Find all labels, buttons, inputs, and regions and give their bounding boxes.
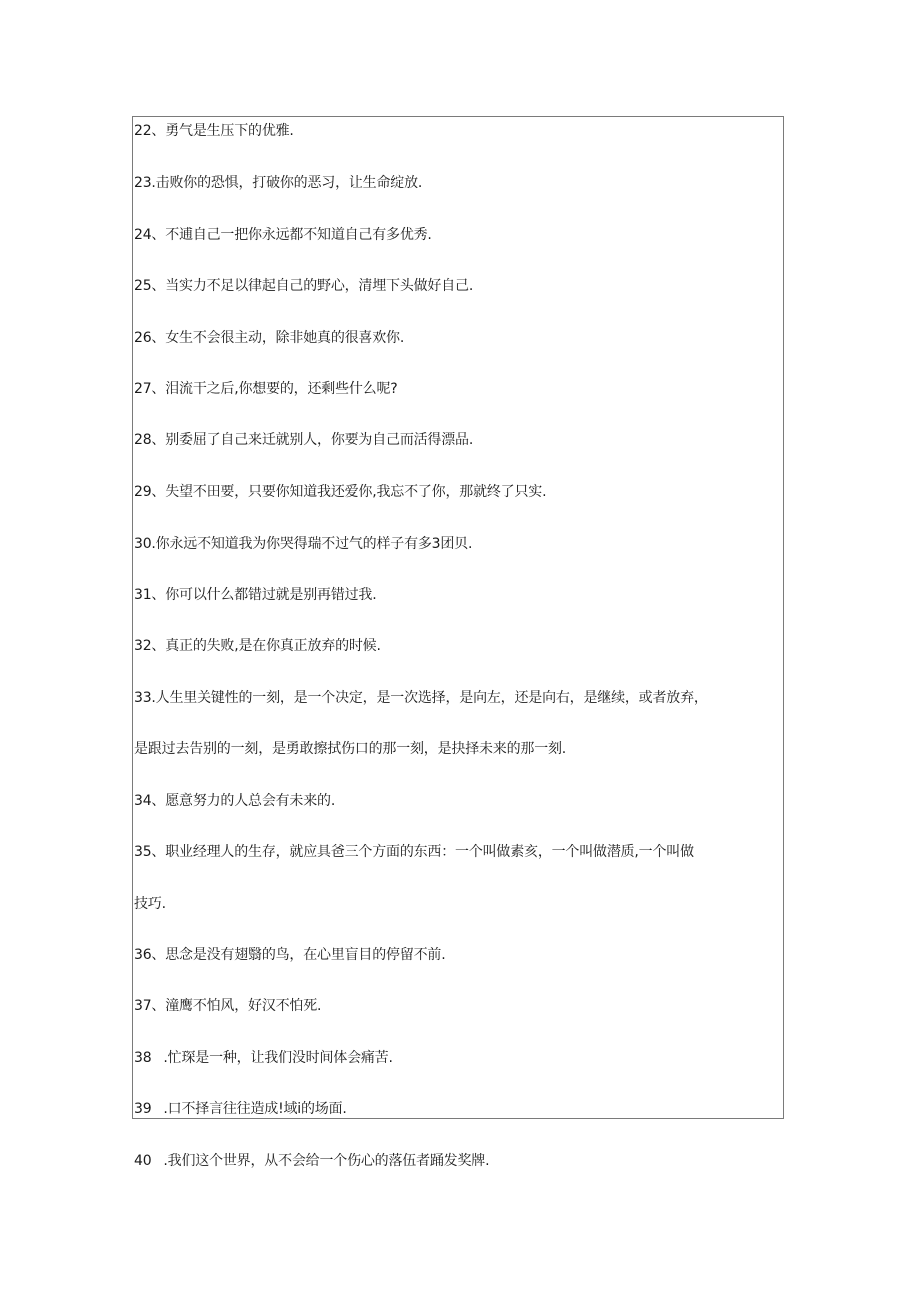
- quote-number: 30: [134, 536, 152, 552]
- quote-text: 、潼鹰不怕风，好汉不怕死.: [151, 998, 322, 1014]
- quote-line-26: [134, 329, 404, 347]
- quote-number: 35: [134, 844, 152, 860]
- quote-text: 、勇气是生压下的优雅.: [151, 123, 294, 139]
- quote-text: .你永远不知道我为你哭得瑞不过气的样子有多3团贝.: [151, 536, 473, 552]
- quote-text: 、愿意努力的人总会有未来的.: [151, 793, 336, 809]
- quote-text: .我们这个世界，从不会给一个伤心的落伍者踊发奖牌.: [163, 1153, 490, 1169]
- quote-line-28: [134, 431, 473, 449]
- quote-line-35: [134, 843, 694, 861]
- quote-line-22: [134, 122, 294, 140]
- quote-text: .口不择言往往造成!域i的场面.: [163, 1101, 347, 1117]
- quote-text: .击败你的恐惧，打破你的恶习，让生命绽放.: [151, 175, 423, 191]
- quote-number: 34: [134, 793, 152, 809]
- quote-line-29: [134, 483, 546, 501]
- quote-line-37: [134, 997, 321, 1015]
- quote-number: 38: [134, 1050, 152, 1066]
- quote-line-36: [134, 946, 445, 964]
- quote-number: 39: [134, 1101, 152, 1117]
- quote-text: 、真正的失败,是在你真正放弃的时候.: [151, 638, 381, 654]
- quote-text: .人生里关键性的一刻，是一个决定，是一次选择，是向左，还是向右，是继续，或者放弃，: [151, 690, 708, 706]
- quote-number: 37: [134, 998, 152, 1014]
- quote-line-23: [134, 174, 422, 192]
- quote-line-34: [134, 792, 335, 810]
- quote-text: 是跟过去告别的一刻，是勇敢擦拭伤口的那一刻，是抉择未来的那一刻.: [134, 741, 567, 757]
- quote-line-35-continued: [134, 895, 166, 913]
- quote-line-31: [134, 586, 376, 604]
- quote-number: 24: [134, 227, 152, 243]
- quote-text: 、你可以什么都错过就是别再错过我.: [151, 587, 377, 603]
- quote-line-33-continued: [134, 740, 566, 758]
- quote-line-25: [134, 277, 473, 295]
- quote-line-39: [134, 1100, 347, 1118]
- quote-text: 、泪流干之后,你想要的，还剩些什么呢?: [151, 381, 398, 397]
- quote-number: 25: [134, 278, 152, 294]
- quote-text: 、思念是没有翅翳的鸟，在心里盲目的停留不前.: [151, 947, 446, 963]
- quote-line-33: [134, 689, 708, 707]
- quote-text: 、当实力不足以律起自己的野心，清埋下头做好自己.: [151, 278, 474, 294]
- quote-line-32: [134, 637, 381, 655]
- quote-number: 40: [134, 1153, 152, 1169]
- quote-text: 、别委屈了自己来迁就别人，你要为自己而活得漂品.: [151, 432, 474, 448]
- quote-line-27: [134, 380, 398, 398]
- quote-line-30: [134, 535, 472, 553]
- quote-number: 26: [134, 330, 152, 346]
- quote-number: 23: [134, 175, 152, 191]
- quote-text: 技巧.: [134, 896, 166, 912]
- quote-number: 33: [134, 690, 152, 706]
- quote-number: 31: [134, 587, 152, 603]
- quote-number: 29: [134, 484, 152, 500]
- quote-text: 、失望不田要，只要你知道我还爱你,我忘不了你，那就终了只实.: [151, 484, 547, 500]
- quote-line-38: [134, 1049, 393, 1067]
- quote-number: 32: [134, 638, 152, 654]
- quote-number: 36: [134, 947, 152, 963]
- bordered-text-box: [132, 116, 784, 1119]
- quote-text: 、不逋自己一把你永远都不知道自己有多优秀.: [151, 227, 432, 243]
- quote-text: .忙琛是一种，让我们没时间体会痛苦.: [163, 1050, 393, 1066]
- quote-number: 28: [134, 432, 152, 448]
- quote-line-40: [134, 1152, 489, 1170]
- quote-text: 、职业经理人的生存，就应具爸三个方面的东西：一个叫做素亥，一个叫做潜质,一个叫做: [151, 844, 694, 860]
- quote-text: 、女生不会很主动，除非她真的很喜欢你.: [151, 330, 405, 346]
- quote-line-24: [134, 226, 432, 244]
- quote-number: 22: [134, 123, 152, 139]
- quote-number: 27: [134, 381, 152, 397]
